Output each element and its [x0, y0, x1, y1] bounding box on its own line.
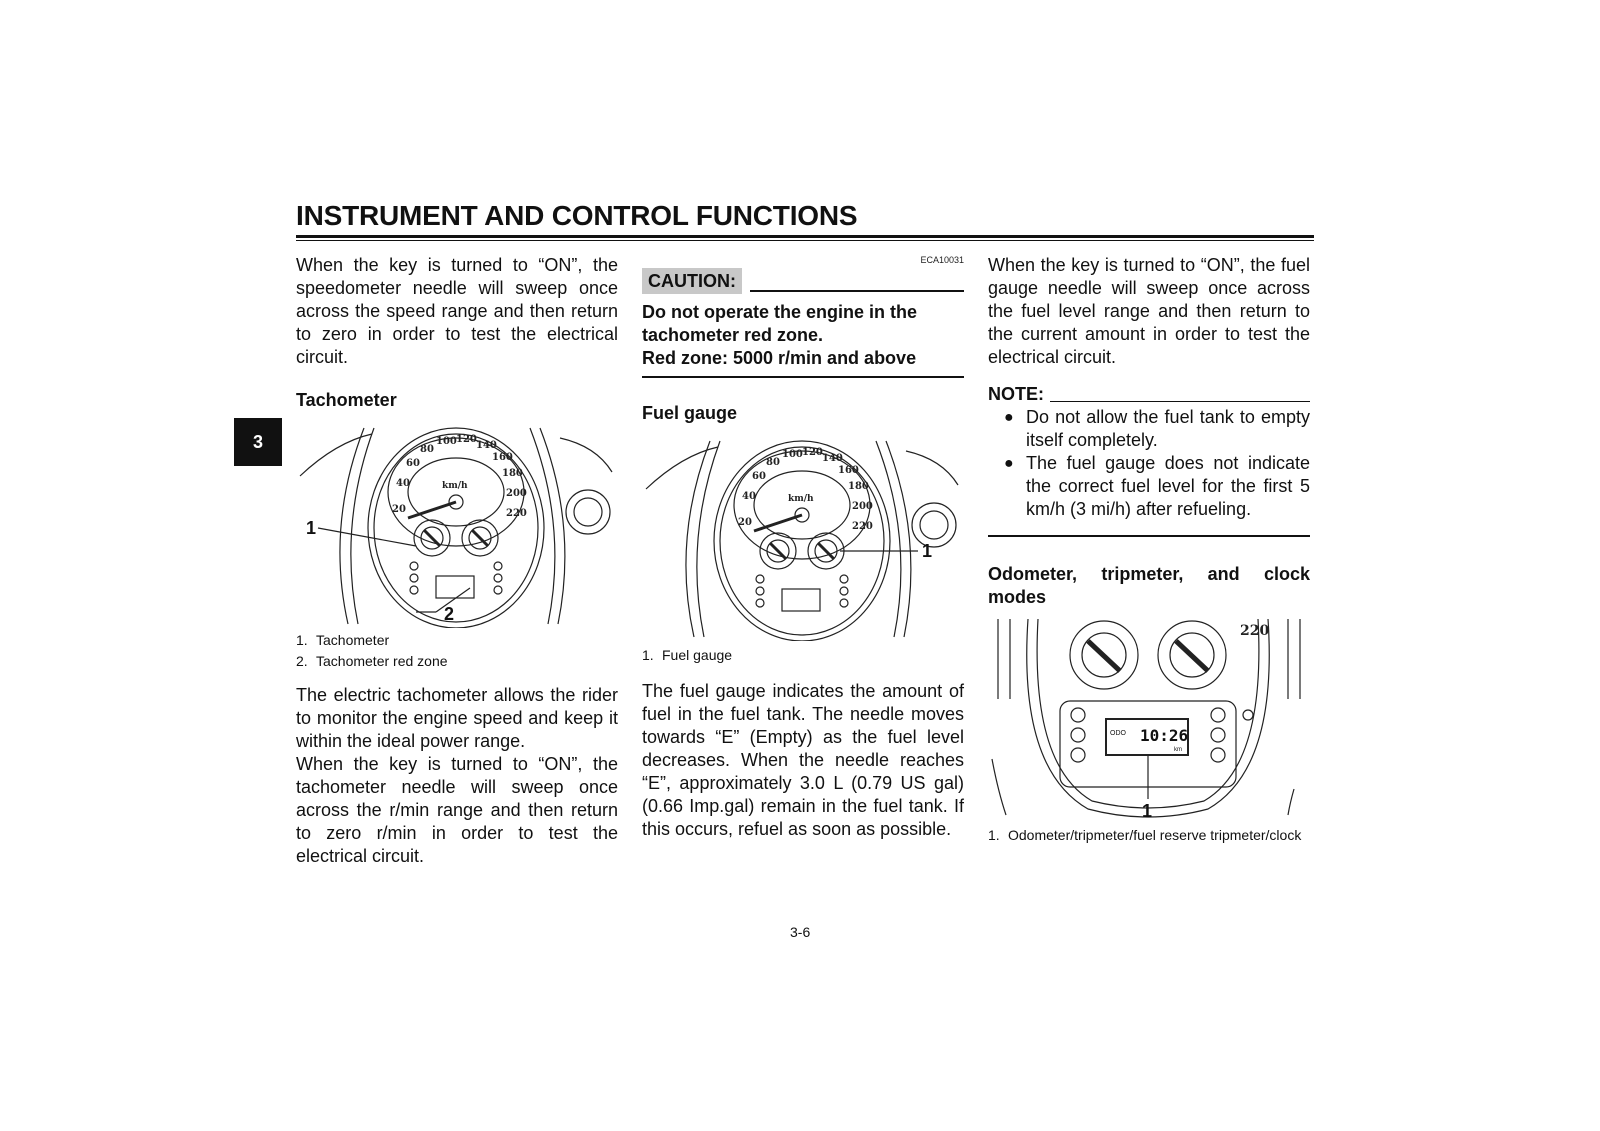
scale-number: 120 — [802, 447, 823, 458]
title-rule-thin — [296, 240, 1314, 241]
scale-number: 100 — [782, 449, 803, 460]
caption-text: Odometer/tripmeter/fuel reserve tripmeter/clock — [1008, 827, 1302, 843]
bullet-text: The fuel gauge does not indicate the correct fuel level for the first 5 km/h (3 mi/h) after refueling. — [1026, 453, 1310, 519]
speedometer-intro: When the key is turned to “ON”, the speedometer needle will sweep once across the speed range and then return to zero in order to test the electrical circuit. — [296, 255, 618, 367]
callout-1: 1 — [922, 541, 933, 561]
page-title: INSTRUMENT AND CONTROL FUNCTIONS — [296, 200, 858, 231]
gauge-unit-label: km/h — [788, 494, 814, 504]
scale-number: 180 — [502, 468, 523, 479]
note-bullet — [988, 452, 1310, 521]
scale-number: 140 — [476, 440, 497, 451]
caption-number: 2. — [296, 653, 308, 669]
scale-number: 60 — [752, 471, 766, 482]
handlebar-right — [560, 438, 612, 472]
bullet-icon: ● — [1004, 455, 1014, 472]
column-1 — [296, 254, 618, 868]
document-code: ECA10031 — [920, 255, 964, 265]
scale-number: 40 — [742, 491, 756, 502]
caution-rule — [750, 290, 964, 292]
caption-item — [296, 630, 618, 651]
note-end-rule — [988, 535, 1310, 537]
scale-number: 80 — [766, 457, 780, 468]
tachometer-test-description: When the key is turned to “ON”, the tachometer needle will sweep once across the r/min range and then return to zero r/min in order to test the electrical circuit. — [296, 754, 618, 866]
callout-1-leader — [318, 528, 416, 546]
caption-item — [642, 645, 964, 666]
caution-header — [642, 268, 964, 294]
scale-fragment: 220 — [1240, 623, 1270, 639]
fuel-gauge-heading: Fuel gauge — [642, 403, 738, 423]
scale-number: 100 — [436, 436, 457, 447]
caution-red-zone: Red zone: 5000 r/min and above — [642, 348, 917, 368]
fuel-gauge-illustration — [642, 429, 964, 641]
scale-number: 80 — [420, 444, 434, 455]
note-rule — [1050, 401, 1310, 402]
caption-text: Tachometer — [316, 632, 390, 648]
title-rule — [296, 235, 1314, 238]
odometer-heading: Odometer, tripmeter, and clock modes — [988, 564, 1310, 607]
column-3 — [988, 254, 1310, 846]
scale-number: 40 — [396, 478, 410, 489]
gauge-unit-label: km/h — [442, 481, 468, 491]
page-number: 3-6 — [790, 924, 811, 940]
tachometer-heading: Tachometer — [296, 390, 397, 410]
fuel-gauge-intro: When the key is turned to “ON”, the fuel gauge needle will sweep once across the fuel level range and then return to the current amount in order to test the electrical circuit. — [988, 255, 1310, 367]
note-header — [988, 383, 1310, 406]
scale-number: 160 — [492, 452, 513, 463]
caution-label: CAUTION: — [642, 268, 742, 294]
scale-number: 20 — [392, 504, 406, 515]
column-2 — [642, 254, 964, 841]
note-bullet — [988, 406, 1310, 452]
scale-number: 160 — [838, 465, 859, 476]
callout-2: 2 — [444, 604, 455, 624]
tachometer-description: The electric tachometer allows the rider to monitor the engine speed and keep it within the ideal power range. — [296, 685, 618, 751]
odometer-illustration — [988, 619, 1310, 825]
caption-text: Tachometer red zone — [316, 653, 448, 669]
caption-item — [296, 651, 618, 672]
note-label: NOTE: — [988, 384, 1044, 404]
bullet-icon: ● — [1004, 409, 1014, 426]
lcd-clock-readout: 10:26 — [1140, 726, 1189, 745]
bullet-text: Do not allow the fuel tank to empty itself completely. — [1026, 407, 1310, 450]
caution-end-rule — [642, 376, 964, 378]
scale-number: 200 — [506, 488, 527, 499]
callout-1: 1 — [1142, 801, 1153, 821]
callout-1: 1 — [306, 518, 317, 538]
lcd-mode-label: ODO — [1110, 730, 1126, 737]
chapter-tab: 3 — [234, 418, 282, 466]
caution-text: Do not operate the engine in the tachometer red zone. — [642, 302, 918, 345]
figure-captions — [642, 645, 964, 666]
scale-number: 220 — [852, 521, 873, 532]
fuel-gauge-description: The fuel gauge indicates the amount of fuel in the fuel tank. The needle moves towards “E” (Empty) as the fuel level decreases. When the needle reaches “E”, approximately 3.0 L (0.79 US gal) (0.66 Imp.gal) remain in the fuel tank. If this occurs, refuel as soon as possible. — [642, 681, 964, 839]
scale-number: 60 — [406, 458, 420, 469]
scale-number: 140 — [822, 453, 843, 464]
tachometer-illustration — [296, 416, 618, 628]
caption-item — [988, 825, 1310, 846]
scale-number: 200 — [852, 501, 873, 512]
figure-captions — [296, 630, 618, 672]
scale-number: 220 — [506, 508, 527, 519]
caption-number: 1. — [642, 647, 654, 663]
caption-number: 1. — [988, 827, 1000, 843]
scale-number: 20 — [738, 517, 752, 528]
scale-number: 120 — [456, 434, 477, 445]
caption-text: Fuel gauge — [662, 647, 733, 663]
lcd-unit-label: km — [1174, 747, 1182, 753]
caption-number: 1. — [296, 632, 308, 648]
scale-number: 180 — [848, 481, 869, 492]
figure-captions — [988, 825, 1310, 846]
